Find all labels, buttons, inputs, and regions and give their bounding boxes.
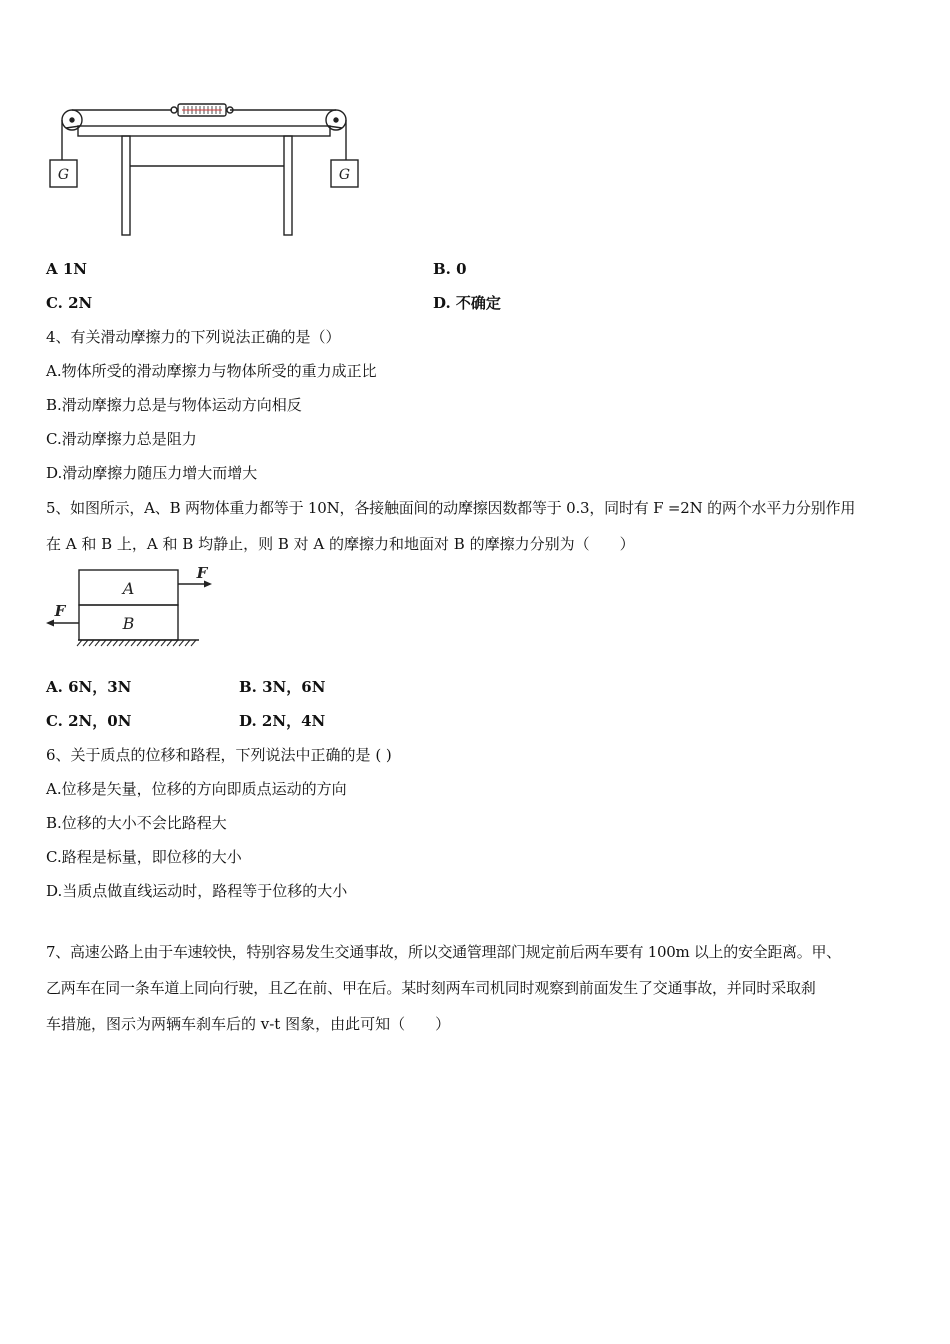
q4-option-b: B.滑动摩擦力总是与物体运动方向相反 <box>46 396 302 414</box>
stacked-blocks-figure <box>44 562 219 650</box>
table-leg-left <box>122 136 130 235</box>
weight-right-label: G <box>338 167 351 183</box>
q5-option-d: D. 2N，4N <box>239 712 326 730</box>
force-label-left: F <box>54 602 66 620</box>
q5-stem-line-2: 在 A 和 B 上，A 和 B 均静止，则 B 对 A 的摩擦力和地面对 B 的摩擦力分别为（ ） <box>46 535 635 553</box>
q6-option-d: D.当质点做直线运动时，路程等于位移的大小 <box>46 882 348 900</box>
q3-option-d: D. 不确定 <box>433 294 501 312</box>
q4-option-a: A.物体所受的滑动摩擦力与物体所受的重力成正比 <box>46 362 377 380</box>
q6-option-c: C.路程是标量，即位移的大小 <box>46 848 242 866</box>
q3-option-b: B. 0 <box>433 260 467 278</box>
block-b-label: B <box>122 614 135 633</box>
q7-stem-line-2: 乙两车在同一条车道上同向行驶，且乙在前、甲在后。某时刻两车司机同时观察到前面发生了交通事故，并同时采取刹 <box>46 979 816 997</box>
q4-stem: 4、有关滑动摩擦力的下列说法正确的是（） <box>46 328 341 346</box>
q4-option-d: D.滑动摩擦力随压力增大而增大 <box>46 464 258 482</box>
q6-option-b: B.位移的大小不会比路程大 <box>46 814 227 832</box>
q7-stem-line-3: 车措施，图示为两辆车刹车后的 v-t 图象，由此可知（ ） <box>46 1015 451 1033</box>
q6-option-a: A.位移是矢量，位移的方向即质点运动的方向 <box>46 780 347 798</box>
table-top <box>78 126 330 136</box>
q7-stem <box>46 934 908 1042</box>
q3-option-a: A 1N <box>46 260 88 278</box>
q5-stem <box>46 490 908 562</box>
weight-left-label: G <box>57 167 70 183</box>
q5-stem-line-1: 5、如图所示，A、B 两物体重力都等于 10N，各接触面间的动摩擦因数都等于 0.3，同时有 F =2N 的两个水平力分别作用 <box>46 499 856 517</box>
q7-stem-line-1: 7、高速公路上由于车速较快，特别容易发生交通事故，所以交通管理部门规定前后两车要有 100m 以上的安全距离。甲、 <box>46 943 841 961</box>
q5-option-c: C. 2N，0N <box>46 712 132 730</box>
force-label-right: F <box>196 564 208 582</box>
table-leg-right <box>284 136 292 235</box>
q5-option-b: B. 3N，6N <box>239 678 326 696</box>
block-a-label: A <box>122 579 135 598</box>
q6-stem: 6、关于质点的位移和路程，下列说法中正确的是 ( ) <box>46 746 392 764</box>
q4-option-c: C.滑动摩擦力总是阻力 <box>46 430 197 448</box>
spring-scale-table-figure <box>44 98 364 240</box>
q5-option-a: A. 6N，3N <box>46 678 132 696</box>
q3-option-c: C. 2N <box>46 294 93 312</box>
